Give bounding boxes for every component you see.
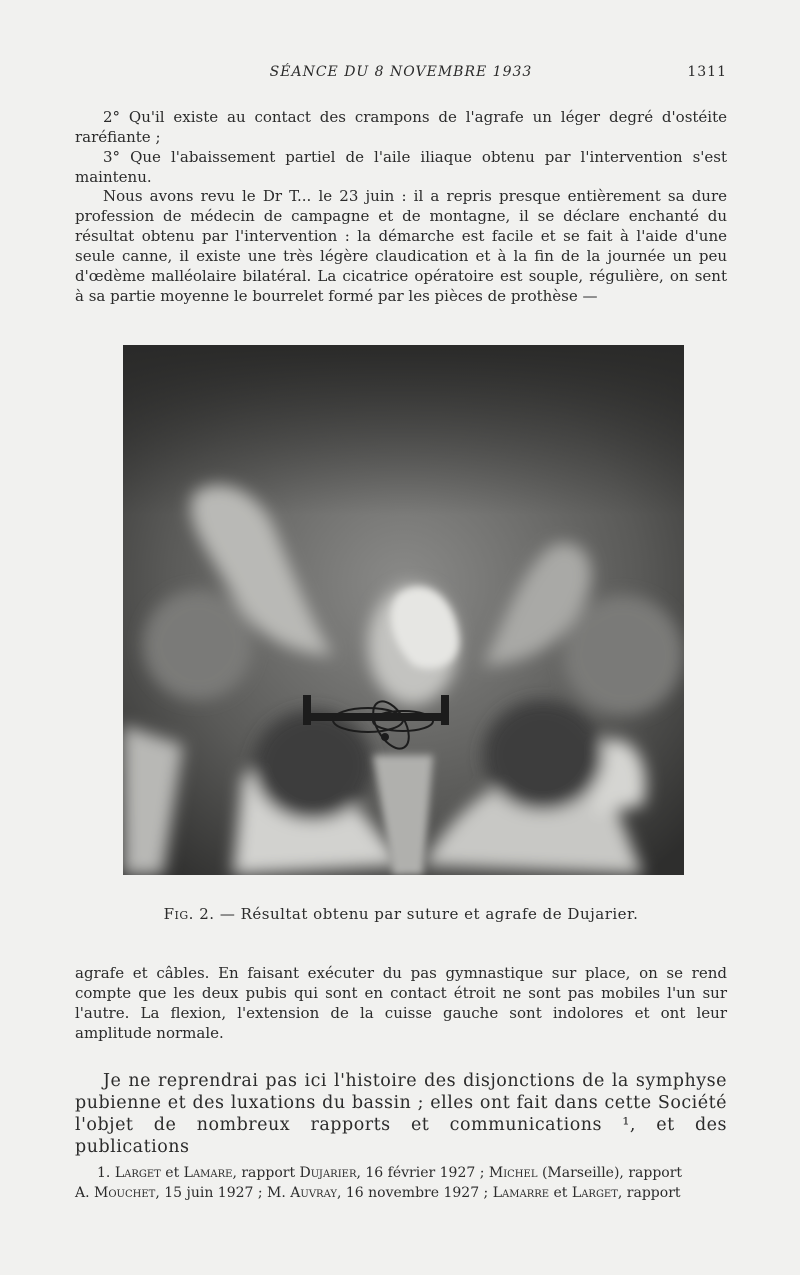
footnote-number: 1.: [97, 1165, 111, 1181]
footnote-text: (Marseille), rapport: [541, 1165, 683, 1181]
footnote-text: , rapport: [617, 1185, 681, 1201]
footnote-text: , 16 novembre 1927 ;: [337, 1185, 489, 1201]
paragraph-follow-up: Nous avons revu le Dr T... le 23 juin : il a repris presque entièrement sa dure profession de médecin de campagne et de montagne, il se déclare enchanté du résultat obtenu par l'intervention : la démarche est facile et se fait à l'aide d'une seule canne, il existe une très légère claudication et à la fin de la journée un peu d'œdème malléolaire bilatéral. La cicatrice opératoire est souple, régulière, on sent à sa partie moyenne le bourrelet formé par les pièces de prothèse —: [75, 187, 727, 305]
figure-caption-text: — Résultat obtenu par suture et agrafe de Dujarier.: [219, 905, 639, 923]
figure-caption: [75, 905, 727, 923]
paragraph-conclusion-2: 2° Qu'il existe au contact des crampons de l'agrafe un léger degré d'ostéite raréfiante ;: [75, 108, 727, 146]
paragraph-history: Je ne reprendrai pas ici l'histoire des disjonctions de la symphyse pubienne et des luxations du bassin ; elles ont fait dans cette Société l'objet de nombreux rapports et communications ¹, et des publications: [75, 1071, 727, 1157]
footnote-line-1: [75, 1163, 727, 1183]
footnote-text: , rapport: [232, 1165, 296, 1181]
header-title: SÉANCE DU 8 NOVEMBRE 1933: [269, 64, 533, 80]
footnote-text: et: [165, 1165, 180, 1181]
footnote-author: Michel: [488, 1165, 538, 1181]
footnote-author: Lamare: [183, 1165, 233, 1181]
paragraph-conclusion-3: 3° Que l'abaissement partiel de l'aile iliaque obtenu par l'intervention s'est maintenu.: [75, 148, 727, 186]
footnote-author: Mouchet: [94, 1185, 156, 1201]
footnote-author: Dujarier: [299, 1165, 357, 1181]
footnote-text: , 16 février 1927 ;: [356, 1165, 485, 1181]
running-header: [75, 64, 727, 86]
footnote-author: Lamarre: [492, 1185, 550, 1201]
pelvis-radiograph: [123, 345, 684, 875]
footnote-text: , 15 juin 1927 ; M.: [155, 1185, 286, 1201]
page-number: 1311: [687, 64, 727, 80]
footnote-author: Larget: [114, 1165, 161, 1181]
footnote-author: Larget: [571, 1185, 618, 1201]
figure-label: Fig. 2.: [163, 905, 215, 923]
footnote-text: et: [553, 1185, 568, 1201]
footnote: [75, 1163, 727, 1203]
xray-figure: [123, 345, 684, 875]
paragraph-continuation: agrafe et câbles. En faisant exécuter du pas gymnastique sur place, on se rend compte que les deux pubis qui sont en contact étroit ne sont pas mobiles l'un sur l'autre. La flexion, l'extension de la cuisse gauche sont indolores et ont leur amplitude normale.: [75, 964, 727, 1042]
footnote-text: A.: [75, 1185, 90, 1201]
footnote-line-2: [75, 1183, 727, 1203]
footnote-author: Auvray: [290, 1185, 337, 1201]
